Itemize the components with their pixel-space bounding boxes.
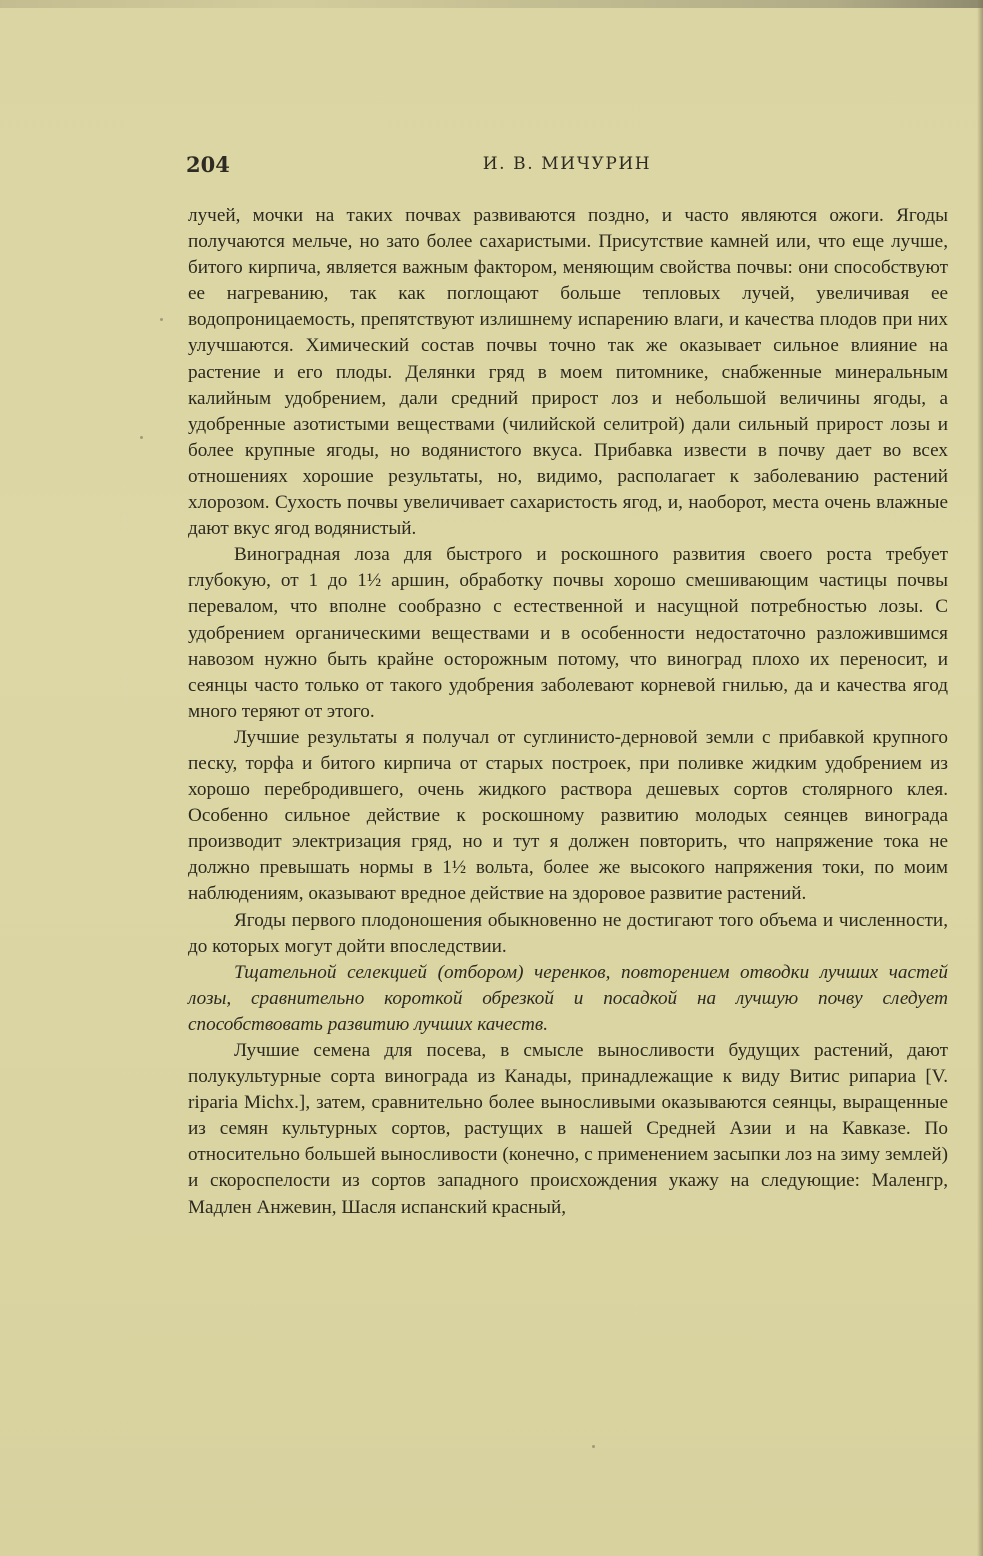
- page-top-edge: [0, 0, 983, 8]
- running-head: И. В. МИЧУРИН: [482, 154, 652, 174]
- paragraph: Лучшие семена для посева, в смысле выносливости будущих растений, дают полукультурные сорта винограда из Канады, принадлежащие к виду Витис рипариа [V. riparia Michx.], затем, сравнительно более выносливыми оказываются сеянцы, выращенные из семян культурных сортов, растущих в нашей Средней Азии и на Кавказе. По относительно большей выносливости (конечно, с применением засыпки лоз на зиму землей) и скороспелости из сортов западного происхождения укажу на следующие: Маленгр, Мадлен Анжевин, Шасля испанский красный,: [188, 1040, 948, 1218]
- body-text: [188, 203, 948, 1221]
- page-header: [186, 148, 948, 182]
- paper-speck: [140, 436, 143, 439]
- italic-paragraph: Тщательной селекцией (отбором) черенков, повторением отводки лучших частей лозы, сравнительно короткой обрезкой и посадкой на лучшую почву следует способствовать развитию лучших качеств.: [188, 961, 948, 1035]
- paragraph: Виноградная лоза для быстрого и роскошного развития своего роста требует глубокую, от 1 до 1½ аршин, обработку почвы хорошо смешивающим частицы почвы перевалом, что вполне сообразно с естественной и насущной потребностью лозы. С удобрением органическими веществами и в особенности недостаточно разложившимся навозом нужно быть крайне осторожным потому, что виноград плохо их переносит, и сеянцы часто только от такого удобрения заболевают корневой гнилью, да и качества ягод много теряют от этого.: [188, 544, 948, 722]
- paragraph: Ягоды первого плодоношения обыкновенно не достигают того объема и численности, до которых могут дойти впоследствии.: [188, 909, 948, 957]
- page-right-edge: [977, 0, 983, 1556]
- page-number: 204: [186, 152, 230, 177]
- paragraph: лучей, мочки на таких почвах развиваются поздно, и часто являются ожоги. Ягоды получаются мельче, но зато более сахаристыми. Присутствие камней или, что еще лучше, битого кирпича, является важным фактором, меняющим свойства почвы: они способствуют ее нагреванию, так как поглощают больше тепловых лучей, увеличивая ее водопроницаемость, препятствуют излишнему испарению влаги, и качества плодов при них улучшаются. Химический состав почвы точно так же оказывает сильное влияние на растение и его плоды. Делянки гряд в моем питомнике, снабженные минеральным калийным удобрением, дали средний прирост лоз и небольшой величины ягоды, а удобренные азотистыми веществами (чилийской селитрой) дали сильный прирост лозы и более крупные ягоды, но водянистого вкуса. Прибавка извести в почву дает во всех отношениях хорошие результаты, но, видимо, располагает к заболеванию растений хлорозом. Сухость почвы увеличивает сахаристость ягод, и, наоборот, места очень влажные дают вкус ягод водянистый.: [188, 205, 948, 540]
- paragraph: Лучшие результаты я получал от суглинисто-дерновой земли с прибавкой крупного песку, торфа и битого кирпича от старых построек, при поливке жидким удобрением из хорошо перебродившего, очень жидкого раствора дешевых сортов столярного клея. Особенно сильное действие к роскошному развитию молодых сеянцев винограда производит электризация гряд, но и тут я должен повторить, что напряжение тока не должно превышать нормы в 1½ вольта, более же высокого напряжения токи, по моим наблюдениям, оказывают вредное действие на здоровое развитие растений.: [188, 726, 948, 905]
- paper-speck: [592, 1445, 595, 1448]
- paper-speck: [160, 318, 163, 321]
